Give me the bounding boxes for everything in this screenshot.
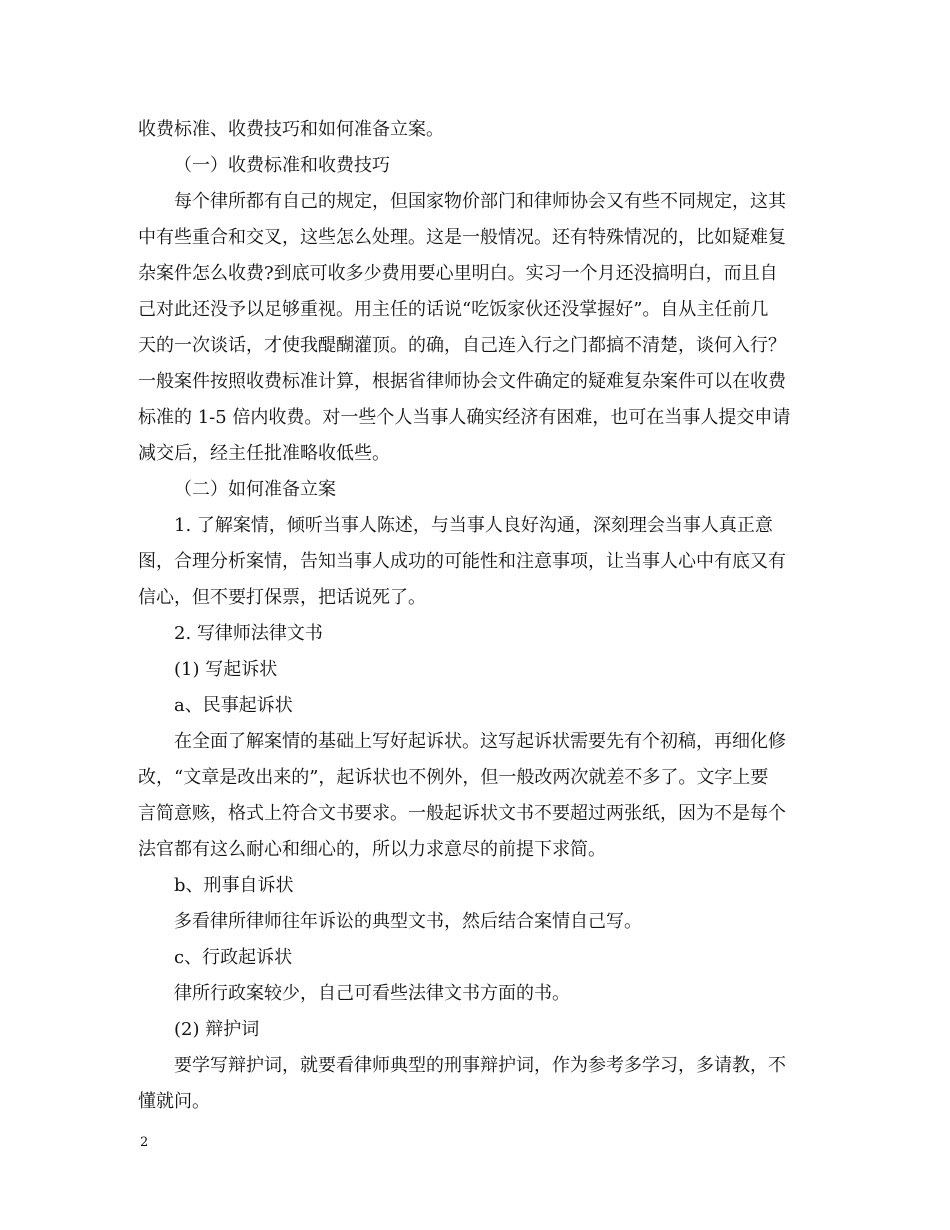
text-line: (1) 写起诉状 bbox=[174, 659, 278, 680]
document-body bbox=[138, 112, 813, 1120]
text-line: 天的一次谈话，才使我醍醐灌顶。的确，自己连入行之门都搞不清楚，谈何入行？ bbox=[138, 335, 786, 356]
text-line: 杂案件怎么收费?到底可收多少费用要心里明白。实习一个月还没搞明白，而且自 bbox=[138, 263, 778, 284]
text-line: 己对此还没予以足够重视。用主任的话说“吃饭家伙还没掌握好”。自从主任前几 bbox=[138, 299, 769, 320]
text-line: 一般案件按照收费标准计算，根据省律师协会文件确定的疑难复杂案件可以在收费 bbox=[138, 371, 786, 392]
text-line: 每个律所都有自己的规定，但国家物价部门和律师协会又有些不同规定，这其 bbox=[174, 191, 786, 212]
text-line: a、民事起诉状 bbox=[174, 695, 293, 716]
text-line: 言简意赅，格式上符合文书要求。一般起诉状文书不要超过两张纸，因为不是每个 bbox=[138, 803, 786, 824]
text-line: 1. 了解案情，倾听当事人陈述，与当事人良好沟通，深刻理会当事人真正意 bbox=[174, 515, 773, 536]
text-line: 改，“文章是改出来的”，起诉状也不例外，但一般改两次就差不多了。文字上要 bbox=[138, 767, 769, 788]
text-line: （二）如何准备立案 bbox=[174, 479, 336, 500]
text-line: 在全面了解案情的基础上写好起诉状。这写起诉状需要先有个初稿，再细化修 bbox=[174, 731, 786, 752]
text-line: 信心，但不要打保票，把话说死了。 bbox=[138, 587, 426, 608]
text-line: （一）收费标准和收费技巧 bbox=[174, 155, 390, 176]
text-line: 多看律所律师往年诉讼的典型文书，然后结合案情自己写。 bbox=[174, 911, 642, 932]
text-line: b、刑事自诉状 bbox=[174, 875, 294, 896]
text-line: 收费标准、收费技巧和如何准备立案。 bbox=[138, 119, 444, 140]
text-line: c、行政起诉状 bbox=[174, 947, 293, 968]
text-line: 法官都有这么耐心和细心的，所以力求意尽的前提下求简。 bbox=[138, 839, 606, 860]
text-line: 标准的 1-5 倍内收费。对一些个人当事人确实经济有困难，也可在当事人提交申请 bbox=[138, 407, 791, 428]
text-line: 中有些重合和交叉，这些怎么处理。这是一般情况。还有特殊情况的，比如疑难复 bbox=[138, 227, 786, 248]
text-line: (2) 辩护词 bbox=[174, 1019, 260, 1040]
page-number: 2 bbox=[140, 1135, 149, 1150]
text-line: 律所行政案较少，自己可看些法律文书方面的书。 bbox=[174, 983, 570, 1004]
text-line: 图，合理分析案情，告知当事人成功的可能性和注意事项，让当事人心中有底又有 bbox=[138, 551, 786, 572]
text-line: 懂就问。 bbox=[138, 1091, 210, 1112]
text-line: 2. 写律师法律文书 bbox=[174, 623, 323, 644]
text-line: 减交后，经主任批准略收低些。 bbox=[138, 443, 390, 464]
text-line: 要学写辩护词，就要看律师典型的刑事辩护词，作为参考多学习，多请教，不 bbox=[174, 1055, 786, 1076]
